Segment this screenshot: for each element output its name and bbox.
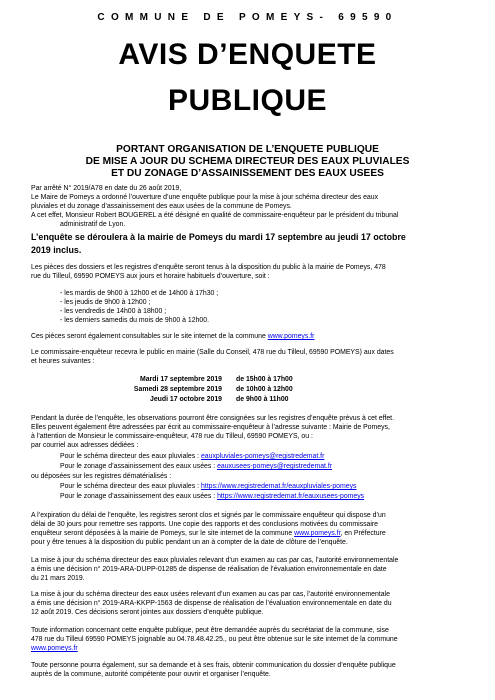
email-link[interactable]: eauxpluviales-pomeys@registredemat.fr (200, 453, 325, 460)
permanence-time: de 9h00 à 11h00 (236, 396, 289, 403)
email-line (60, 452, 324, 461)
permanence-time: de 15h00 à 17h00 (236, 376, 293, 383)
website-text: Ces pièces seront également consultables sur le site internet de la commune (31, 333, 266, 340)
permanence-date: Samedi 28 septembre 2019 (133, 386, 222, 393)
opening-hours-item: - les vendredis de 14h00 à 18h00 ; (60, 308, 167, 315)
info-line: 478 rue du Tilleul 69590 POMEYS joignable au 04.78.48.42.25., ou peut être obtenue sur le site internet de la commune (31, 636, 398, 643)
email-label: Pour le zonage d’assainissement des eaux usées : (60, 463, 216, 470)
dossiers-line: Les pièces des dossiers et les registres d’enquête seront tenus à la disposition du public à la mairie de Pomeys, 478 (31, 264, 386, 271)
email-label: Pour le schéma directeur des eaux pluviales : (60, 453, 200, 460)
expiry-text: enquêteur seront déposées à la mairie de Pomeys, sur le site internet de la commune (31, 530, 293, 537)
registre-line (60, 482, 356, 491)
decision2-line: 12 août 2019. Ces décisions seront jointes aux dossiers d’enquête publique. (31, 609, 264, 616)
final-line: Toute personne pourra également, sur sa demande et à ses frais, obtenir communication du dossier d’enquête publique (31, 662, 396, 669)
observations-line: par courriel aux adresses dédiées : (31, 442, 139, 449)
info-website-link[interactable]: www.pomeys.fr (31, 645, 78, 652)
opening-hours-item: - les mardis de 9h00 à 12h00 et de 14h00 à 17h30 ; (60, 290, 219, 297)
website-link[interactable]: www.pomeys.fr (267, 333, 315, 340)
registres-intro: ou déposées sur les registres dématérialisés : (31, 473, 172, 480)
notice-title-line1: AVIS D’ENQUETE (118, 38, 377, 71)
expiry-text: , en Préfecture (340, 530, 386, 537)
decision1-line: La mise à jour du schéma directeur des eaux pluviales relevant d’un examen au cas par cas, l’autorité environnementale (31, 557, 399, 564)
intro-line: administratif de Lyon. (60, 221, 126, 228)
decision2-line: a émis une décision n° 2019-ARA-KKPP-1563 de dispense de réalisation de l’évaluation environnementale en date du (31, 600, 392, 607)
email-line (60, 462, 332, 471)
registre-label: Pour le zonage d’assainissement des eaux usées : (60, 493, 216, 500)
email-link[interactable]: eauxusees-pomeys@registredemat.fr (217, 463, 333, 470)
registre-line (60, 492, 364, 501)
opening-hours-item: - les derniers samedis du mois de 9h00 à 12h00. (60, 317, 209, 324)
intro-line: pluviales et du zonage d’assainissement des eaux usées de la commune de Pomeys. (31, 203, 292, 210)
observations-line: Elles peuvent également être adressées par écrit au commissaire-enquêteur à l’adresse suivante : Mairie de Pomeys, (31, 424, 390, 431)
expiry-website-link[interactable]: www.pomeys.fr (294, 530, 341, 537)
enquete-dates-line: L’enquête se déroulera à la mairie de Pomeys du mardi 17 septembre au jeudi 17 octobre (31, 232, 406, 242)
subtitle-line: DE MISE A JOUR DU SCHEMA DIRECTEUR DES EAUX PLUVIALES (85, 156, 410, 167)
registre-link[interactable]: https://www.registredemat.fr/eauxusees-pomeys (217, 493, 365, 500)
intro-line: Le Maire de Pomeys a ordonné l’ouverture d’une enquête publique pour la mise à jour schéma directeur des eaux (31, 194, 379, 201)
expiry-line: délai de 30 jours pour remettre ses rapports. Une copie des rapports et des conclusions motivées du commissaire (31, 521, 378, 528)
website-line (31, 332, 314, 341)
commune-header: COMMUNE DE POMEYS- 69590 (97, 12, 398, 23)
expiry-line (31, 529, 386, 538)
registre-label: Pour le schéma directeur des eaux pluviales : (60, 483, 200, 490)
decision1-line: a émis une décision n° 2019-ARA-DUPP-01285 de dispense de réalisation de l’évaluation environnementale en date (31, 566, 387, 573)
intro-line: Par arrêté N° 2019/A78 en date du 26 août 2019, (31, 185, 182, 192)
notice-title-line2: PUBLIQUE (167, 84, 327, 117)
permanence-date: Mardi 17 septembre 2019 (140, 376, 222, 383)
decision2-line: La mise à jour du schéma directeur des eaux usées relevant d’un examen au cas par cas, l’autorité environnementale (31, 591, 390, 598)
expiry-line: A l’expiration du délai de l’enquête, les registres seront clos et signés par le commissaire enquêteur qui dispose d’un (31, 512, 386, 519)
receive-line: Le commissaire-enquêteur recevra le public en mairie (Salle du Conseil, 478 rue du Tilleul, 69590 POMEYS) aux dates (31, 349, 394, 356)
permanence-time: de 10h00 à 12h00 (236, 386, 293, 393)
expiry-line: pour y être tenues à la disposition du public pendant un an à compter de la date de clôture de l’enquête. (31, 539, 348, 546)
subtitle-line: ET DU ZONAGE D’ASSAINISSEMENT DES EAUX USEES (111, 168, 384, 179)
registre-link[interactable]: https://www.registredemat.fr/eauxpluviales-pomeys (200, 483, 357, 490)
final-line: auprès de la commune, autorité compétente pour ouvrir et organiser l’enquête. (31, 671, 271, 678)
dossiers-line: rue du Tilleul, 69590 POMEYS aux jours et horaire habituels d’ouverture, soit : (31, 273, 270, 280)
info-line: Toute information concernant cette enquête publique, peut être demandée auprès du secrétariat de la commune, sise (31, 627, 389, 634)
decision1-line: du 21 mars 2019. (31, 575, 85, 582)
observations-line: Pendant la durée de l’enquête, les observations pourront être consignées sur les registres d’enquête prévus à cet effet. (31, 415, 395, 422)
observations-line: à l’attention de Monsieur le commissaire-enquêteur, 478 rue du Tilleul, 69590 POMEYS, ou : (31, 433, 313, 440)
subtitle-line: PORTANT ORGANISATION DE L’ENQUETE PUBLIQUE (116, 144, 379, 155)
intro-line: A cet effet, Monsieur Robert BOUGEREL a été désigné en qualité de commissaire-enquêteur par le président du tribunal (31, 212, 399, 219)
opening-hours-item: - les jeudis de 9h00 à 12h00 ; (60, 299, 151, 306)
receive-line: et heures suivantes : (31, 358, 95, 365)
enquete-dates-line: 2019 inclus. (31, 245, 82, 255)
permanence-date: Jeudi 17 octobre 2019 (149, 396, 222, 403)
